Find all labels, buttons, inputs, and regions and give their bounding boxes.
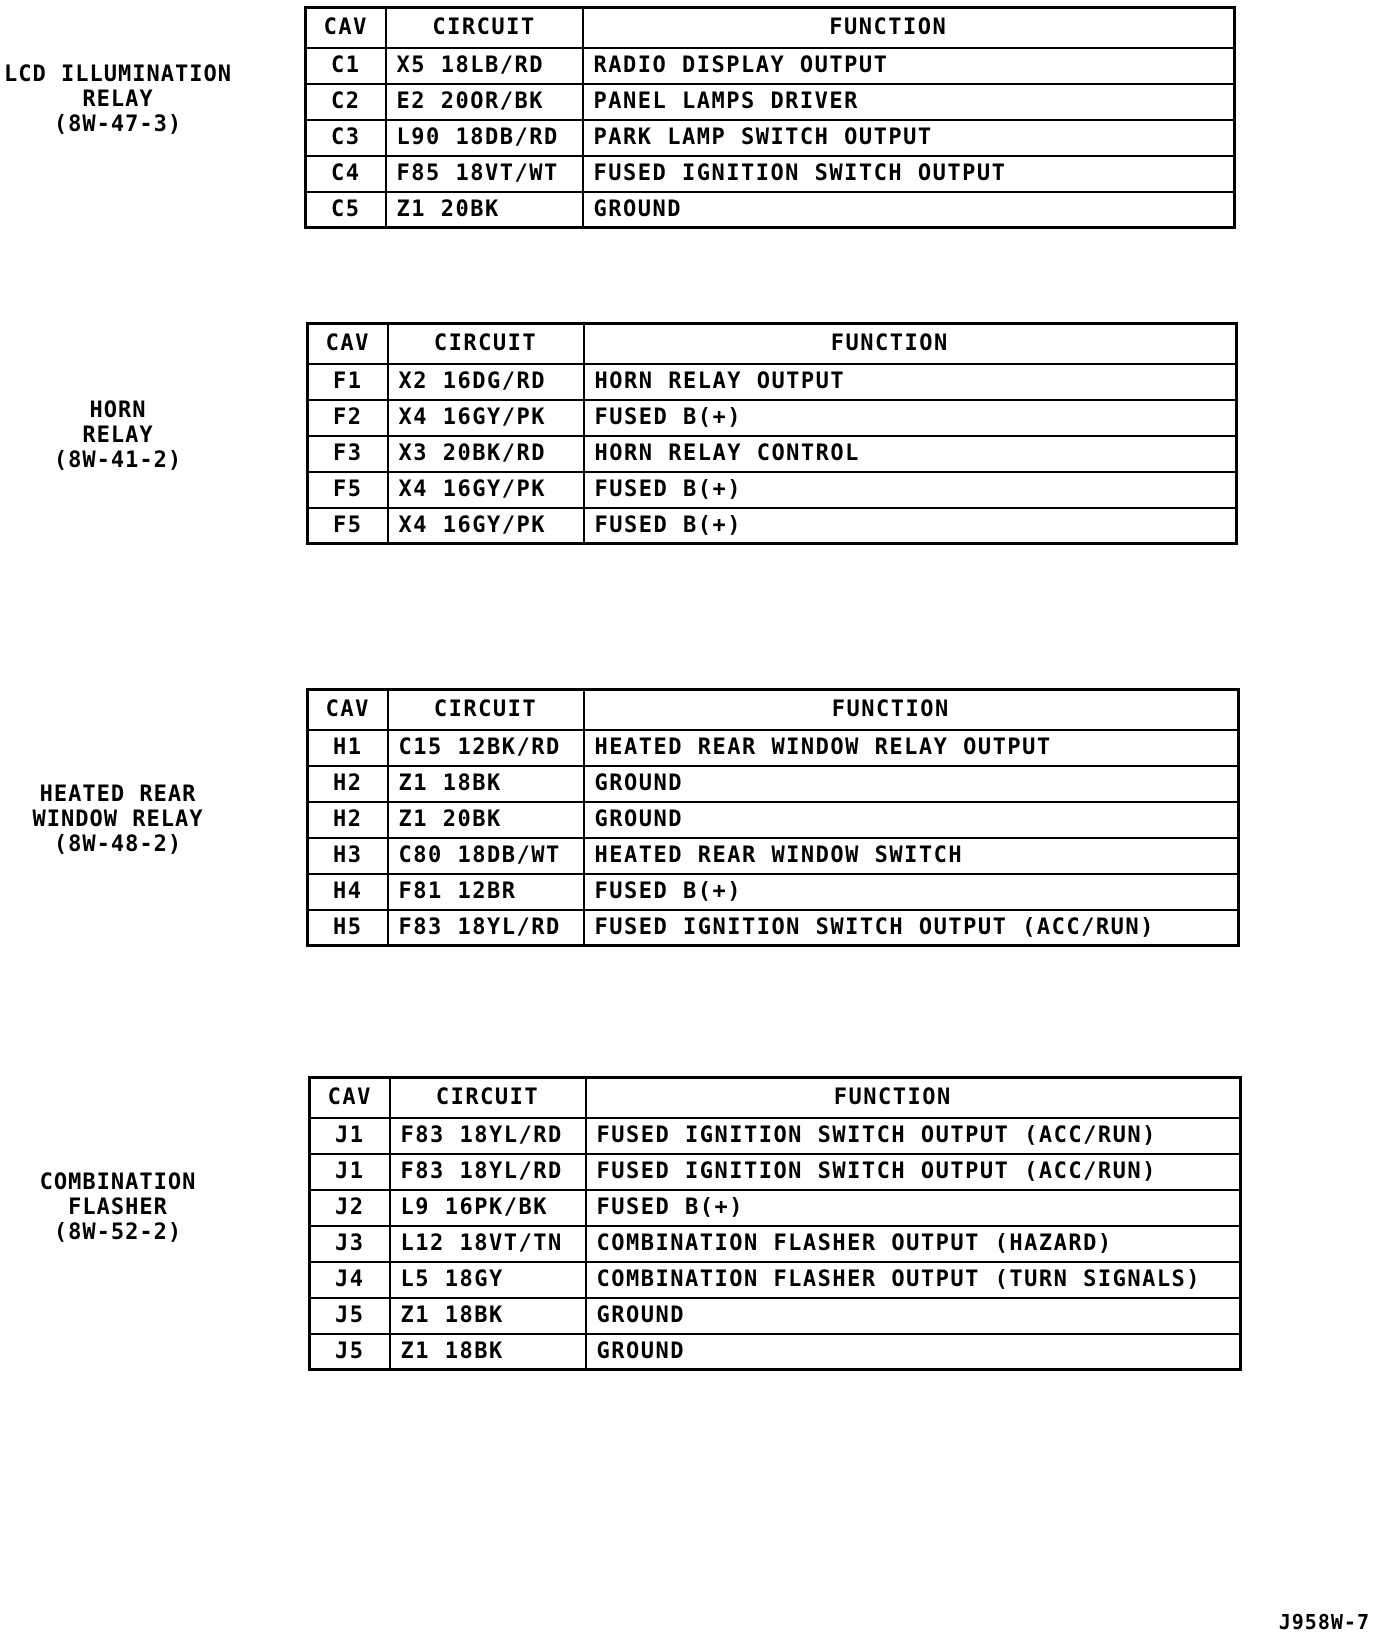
cell-circuit: F83 18YL/RD	[390, 1154, 586, 1190]
label-line: HORN	[89, 398, 147, 423]
cell-circuit: F85 18VT/WT	[386, 156, 583, 192]
table-row	[308, 508, 1237, 544]
cell-circuit: Z1 18BK	[390, 1298, 586, 1334]
table-row	[306, 192, 1235, 228]
cell-circuit: L5 18GY	[390, 1262, 586, 1298]
cell-circuit: F83 18YL/RD	[390, 1118, 586, 1154]
cell-cav: H4	[308, 874, 388, 910]
cell-circuit: Z1 18BK	[390, 1334, 586, 1370]
label-line: (8W-48-2)	[53, 832, 183, 857]
cell-cav: C5	[306, 192, 386, 228]
cell-function: HORN RELAY OUTPUT	[584, 364, 1237, 400]
table-row	[306, 120, 1235, 156]
table-header-row	[308, 690, 1239, 730]
label-line: LCD ILLUMINATION	[4, 62, 232, 87]
cell-cav: F2	[308, 400, 388, 436]
cell-function: GROUND	[584, 766, 1239, 802]
table-row	[310, 1190, 1241, 1226]
cell-cav: J2	[310, 1190, 390, 1226]
table-row	[310, 1298, 1241, 1334]
header-function: FUNCTION	[584, 690, 1239, 730]
label-line: (8W-47-3)	[53, 112, 183, 137]
cell-function: HEATED REAR WINDOW RELAY OUTPUT	[584, 730, 1239, 766]
cell-circuit: Z1 20BK	[388, 802, 584, 838]
cell-cav: H3	[308, 838, 388, 874]
label-line: RELAY	[82, 423, 154, 448]
cell-circuit: X4 16GY/PK	[388, 400, 584, 436]
cell-cav: C2	[306, 84, 386, 120]
cell-circuit: X5 18LB/RD	[386, 48, 583, 84]
table-row	[310, 1262, 1241, 1298]
cell-function: FUSED IGNITION SWITCH OUTPUT (ACC/RUN)	[586, 1118, 1241, 1154]
cell-circuit: Z1 20BK	[386, 192, 583, 228]
cell-function: COMBINATION FLASHER OUTPUT (HAZARD)	[586, 1226, 1241, 1262]
section-label-heated-rear-window-relay	[0, 782, 236, 857]
table-row	[308, 838, 1239, 874]
cell-function: PARK LAMP SWITCH OUTPUT	[583, 120, 1235, 156]
cell-circuit: L9 16PK/BK	[390, 1190, 586, 1226]
cell-function: GROUND	[584, 802, 1239, 838]
cell-function: FUSED IGNITION SWITCH OUTPUT (ACC/RUN)	[584, 910, 1239, 946]
cell-circuit: X3 20BK/RD	[388, 436, 584, 472]
label-line: RELAY	[82, 87, 154, 112]
table-header-row	[310, 1078, 1241, 1118]
header-circuit: CIRCUIT	[386, 8, 583, 48]
cell-cav: F3	[308, 436, 388, 472]
cell-function: FUSED IGNITION SWITCH OUTPUT	[583, 156, 1235, 192]
cell-function: GROUND	[583, 192, 1235, 228]
table-header-row	[308, 324, 1237, 364]
cell-function: FUSED IGNITION SWITCH OUTPUT (ACC/RUN)	[586, 1154, 1241, 1190]
header-circuit: CIRCUIT	[388, 690, 584, 730]
cell-cav: H1	[308, 730, 388, 766]
cell-circuit: C80 18DB/WT	[388, 838, 584, 874]
header-function: FUNCTION	[586, 1078, 1241, 1118]
header-circuit: CIRCUIT	[388, 324, 584, 364]
pin-table-horn-relay	[306, 322, 1238, 545]
header-cav: CAV	[308, 324, 388, 364]
cell-circuit: X2 16DG/RD	[388, 364, 584, 400]
cell-cav: H2	[308, 802, 388, 838]
cell-cav: C3	[306, 120, 386, 156]
pin-table-lcd-illumination-relay	[304, 6, 1236, 229]
table-row	[306, 156, 1235, 192]
table-row	[308, 364, 1237, 400]
cell-cav: J5	[310, 1298, 390, 1334]
cell-function: HEATED REAR WINDOW SWITCH	[584, 838, 1239, 874]
header-cav: CAV	[310, 1078, 390, 1118]
label-line: (8W-52-2)	[53, 1220, 183, 1245]
cell-cav: F1	[308, 364, 388, 400]
cell-function: FUSED B(+)	[584, 508, 1237, 544]
table-row	[308, 436, 1237, 472]
cell-cav: F5	[308, 508, 388, 544]
cell-circuit: E2 20OR/BK	[386, 84, 583, 120]
label-line: COMBINATION	[39, 1170, 197, 1195]
cell-cav: H5	[308, 910, 388, 946]
table-row	[308, 400, 1237, 436]
cell-function: FUSED B(+)	[586, 1190, 1241, 1226]
cell-circuit: F83 18YL/RD	[388, 910, 584, 946]
cell-circuit: Z1 18BK	[388, 766, 584, 802]
cell-circuit: F81 12BR	[388, 874, 584, 910]
cell-cav: J3	[310, 1226, 390, 1262]
header-cav: CAV	[306, 8, 386, 48]
table-row	[308, 802, 1239, 838]
cell-function: FUSED B(+)	[584, 874, 1239, 910]
cell-function: GROUND	[586, 1334, 1241, 1370]
cell-cav: J1	[310, 1118, 390, 1154]
cell-circuit: L12 18VT/TN	[390, 1226, 586, 1262]
cell-function: GROUND	[586, 1298, 1241, 1334]
table-row	[310, 1118, 1241, 1154]
table-row	[308, 472, 1237, 508]
cell-function: FUSED B(+)	[584, 400, 1237, 436]
cell-function: COMBINATION FLASHER OUTPUT (TURN SIGNALS)	[586, 1262, 1241, 1298]
cell-cav: J1	[310, 1154, 390, 1190]
cell-circuit: X4 16GY/PK	[388, 472, 584, 508]
table-header-row	[306, 8, 1235, 48]
cell-cav: C1	[306, 48, 386, 84]
table-row	[310, 1154, 1241, 1190]
table-row	[308, 730, 1239, 766]
cell-cav: H2	[308, 766, 388, 802]
cell-function: FUSED B(+)	[584, 472, 1237, 508]
label-line: WINDOW RELAY	[32, 807, 204, 832]
cell-circuit: C15 12BK/RD	[388, 730, 584, 766]
cell-cav: J5	[310, 1334, 390, 1370]
header-function: FUNCTION	[584, 324, 1237, 364]
table-row	[308, 910, 1239, 946]
label-line: HEATED REAR	[39, 782, 197, 807]
label-line: (8W-41-2)	[53, 448, 183, 473]
section-label-horn-relay	[0, 398, 236, 473]
cell-circuit: X4 16GY/PK	[388, 508, 584, 544]
table-row	[306, 84, 1235, 120]
table-row	[310, 1334, 1241, 1370]
header-cav: CAV	[308, 690, 388, 730]
section-label-combination-flasher	[0, 1170, 236, 1245]
cell-function: PANEL LAMPS DRIVER	[583, 84, 1235, 120]
cell-cav: F5	[308, 472, 388, 508]
figure-id: J958W-7	[1278, 1610, 1370, 1634]
cell-cav: C4	[306, 156, 386, 192]
section-label-lcd-illumination-relay	[0, 62, 236, 137]
cell-function: HORN RELAY CONTROL	[584, 436, 1237, 472]
table-row	[310, 1226, 1241, 1262]
header-function: FUNCTION	[583, 8, 1235, 48]
pin-table-heated-rear-window-relay	[306, 688, 1240, 947]
header-circuit: CIRCUIT	[390, 1078, 586, 1118]
cell-circuit: L90 18DB/RD	[386, 120, 583, 156]
cell-function: RADIO DISPLAY OUTPUT	[583, 48, 1235, 84]
pin-table-combination-flasher	[308, 1076, 1242, 1371]
label-line: FLASHER	[68, 1195, 168, 1220]
table-row	[308, 766, 1239, 802]
table-row	[308, 874, 1239, 910]
table-row	[306, 48, 1235, 84]
cell-cav: J4	[310, 1262, 390, 1298]
